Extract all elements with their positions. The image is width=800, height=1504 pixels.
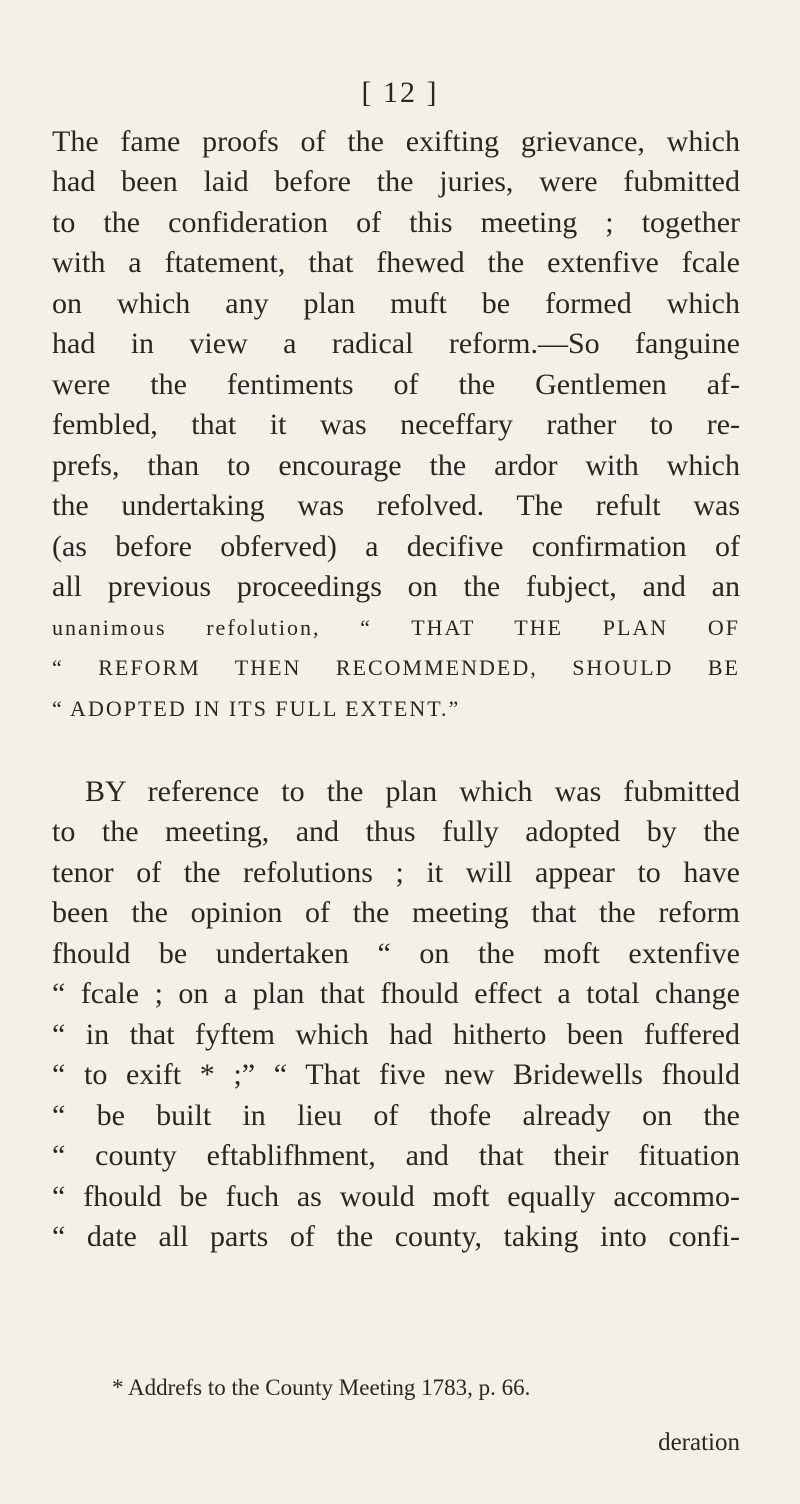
text-line: “ fhould be fuch as would moft equally accommo-: [52, 1180, 740, 1213]
text-line: “ in that fyftem which had hitherto been fuffered: [52, 1018, 740, 1051]
text-line: The fame proofs of the exifting grievance, which: [52, 125, 740, 158]
text-line: to the confideration of this meeting ; together: [52, 206, 740, 239]
text-line: tenor of the refolutions ; it will appear to have: [52, 856, 740, 889]
text-line: been the opinion of the meeting that the reform: [52, 896, 740, 929]
text-line: BY reference to the plan which was fubmitted: [85, 775, 740, 808]
text-line: on which any plan muft be formed which: [52, 287, 740, 320]
text-line: “ to exift * ;” “ That five new Bridewells fhould: [52, 1058, 740, 1091]
text-line: “ REFORM THEN RECOMMENDED, SHOULD BE: [52, 655, 740, 680]
text-line: fembled, that it was neceffary rather to re-: [52, 408, 740, 441]
footnote: * Addrefs to the County Meeting 1783, p. 66.: [112, 1375, 531, 1400]
text-line: (as before obferved) a decifive confirmation of: [52, 530, 740, 563]
text-line: had in view a radical reform.—So fanguine: [52, 327, 740, 360]
text-line: had been laid before the juries, were fubmitted: [52, 165, 740, 198]
text-line: “ county eftablifhment, and that their fituation: [52, 1139, 740, 1172]
text-line: the undertaking was refolved. The refult was: [52, 489, 740, 522]
text-line: unanimous refolution, “ THAT THE PLAN OF: [52, 615, 740, 640]
text-line: “ be built in lieu of thofe already on the: [52, 1099, 740, 1132]
text-line: were the fentiments of the Gentlemen af-: [52, 368, 740, 401]
text-line: “ ADOPTED IN ITS FULL EXTENT.”: [52, 696, 461, 721]
text-line: with a ftatement, that fhewed the extenfive fcale: [52, 246, 740, 279]
text-line: fhould be undertaken “ on the moft extenfive: [52, 937, 740, 970]
text-line: “ fcale ; on a plan that fhould effect a total change: [52, 977, 740, 1010]
text-line: prefs, than to encourage the ardor with which: [52, 449, 740, 482]
page-number: [ 12 ]: [361, 76, 439, 109]
text-line: “ date all parts of the county, taking into confi-: [52, 1220, 740, 1253]
catchword: deration: [658, 1429, 740, 1456]
text-line: to the meeting, and thus fully adopted by the: [52, 815, 740, 848]
text-line: all previous proceedings on the fubject, and an: [52, 570, 740, 603]
